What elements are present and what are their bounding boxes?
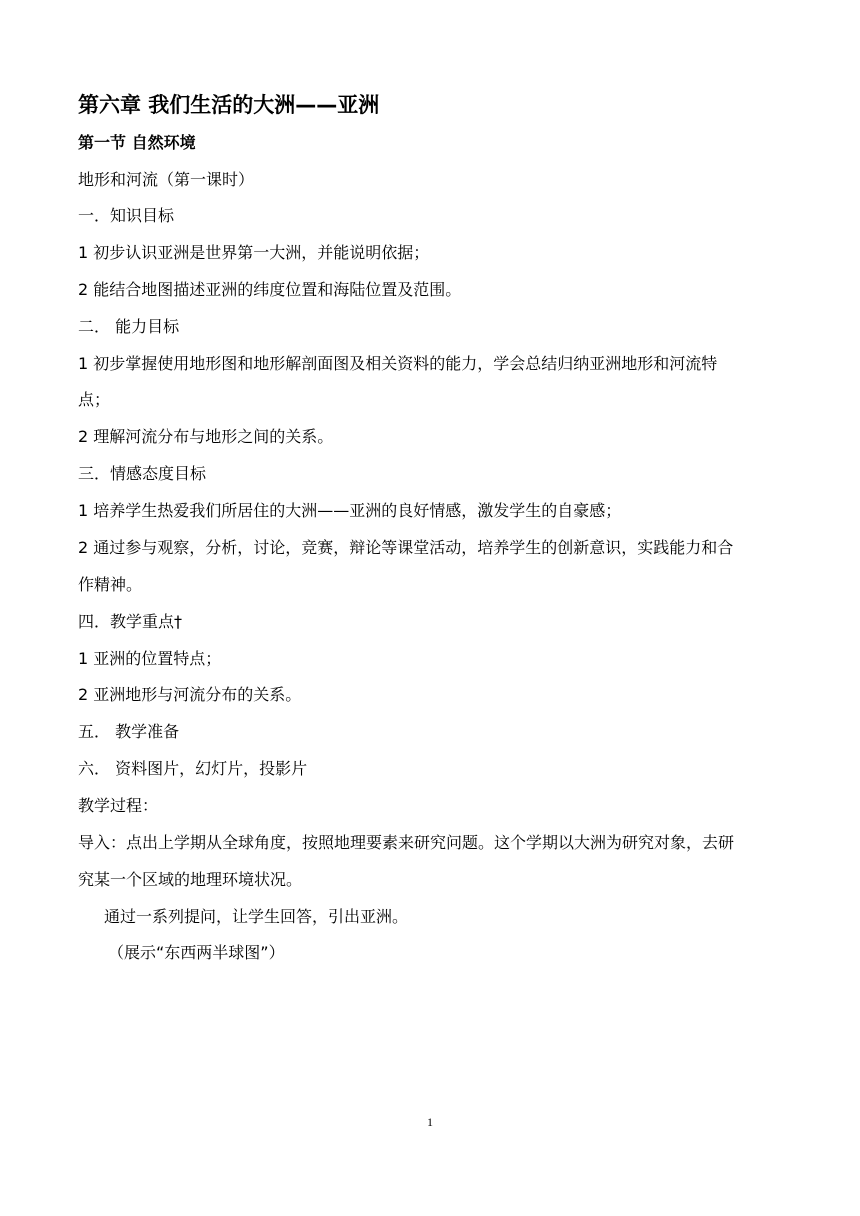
key-points-heading: 四．教学重点†	[78, 612, 183, 631]
section-title: 第一节 自然环境	[78, 133, 196, 152]
process-heading: 教学过程：	[78, 796, 159, 815]
emotion-goal-2-line1: 2 通过参与观察，分析，讨论，竞赛，辩论等课堂活动，培养学生的创新意识，实践能力和合	[78, 538, 734, 557]
lesson-title: 地形和河流（第一课时）	[78, 170, 255, 189]
chapter-title: 第六章 我们生活的大洲——亚洲	[78, 93, 380, 117]
ability-goal-heading: 二． 能力目标	[78, 317, 180, 336]
materials-line: 六． 资料图片，幻灯片，投影片	[78, 759, 308, 778]
key-point-2: 2 亚洲地形与河流分布的关系。	[78, 685, 302, 704]
intro-line2: 究某一个区域的地理环境状况。	[78, 870, 303, 889]
emotion-goal-heading: 三．情感态度目标	[78, 464, 207, 483]
knowledge-goal-heading: 一．知识目标	[78, 206, 175, 225]
page-number: 1	[427, 1115, 433, 1129]
preparation-heading: 五． 教学准备	[78, 722, 180, 741]
emotion-goal-1: 1 培养学生热爱我们所居住的大洲——亚洲的良好情感，激发学生的自豪感；	[78, 501, 622, 520]
emotion-goal-2-line2: 作精神。	[78, 575, 143, 594]
display-note: （展示“东西两半球图”）	[108, 943, 285, 962]
ability-goal-2: 2 理解河流分布与地形之间的关系。	[78, 427, 334, 446]
knowledge-goal-2: 2 能结合地图描述亚洲的纬度位置和海陆位置及范围。	[78, 280, 462, 299]
knowledge-goal-1: 1 初步认识亚洲是世界第一大洲，并能说明依据；	[78, 243, 430, 262]
ability-goal-1-line1: 1 初步掌握使用地形图和地形解剖面图及相关资料的能力，学会总结归纳亚洲地形和河流特	[78, 354, 718, 373]
questioning-line: 通过一系列提问，让学生回答，引出亚洲。	[104, 907, 409, 926]
ability-goal-1-line2: 点；	[78, 390, 111, 409]
intro-line1: 导入：点出上学期从全球角度，按照地理要素来研究问题。这个学期以大洲为研究对象，去研	[78, 833, 735, 852]
key-point-1: 1 亚洲的位置特点；	[78, 649, 222, 668]
